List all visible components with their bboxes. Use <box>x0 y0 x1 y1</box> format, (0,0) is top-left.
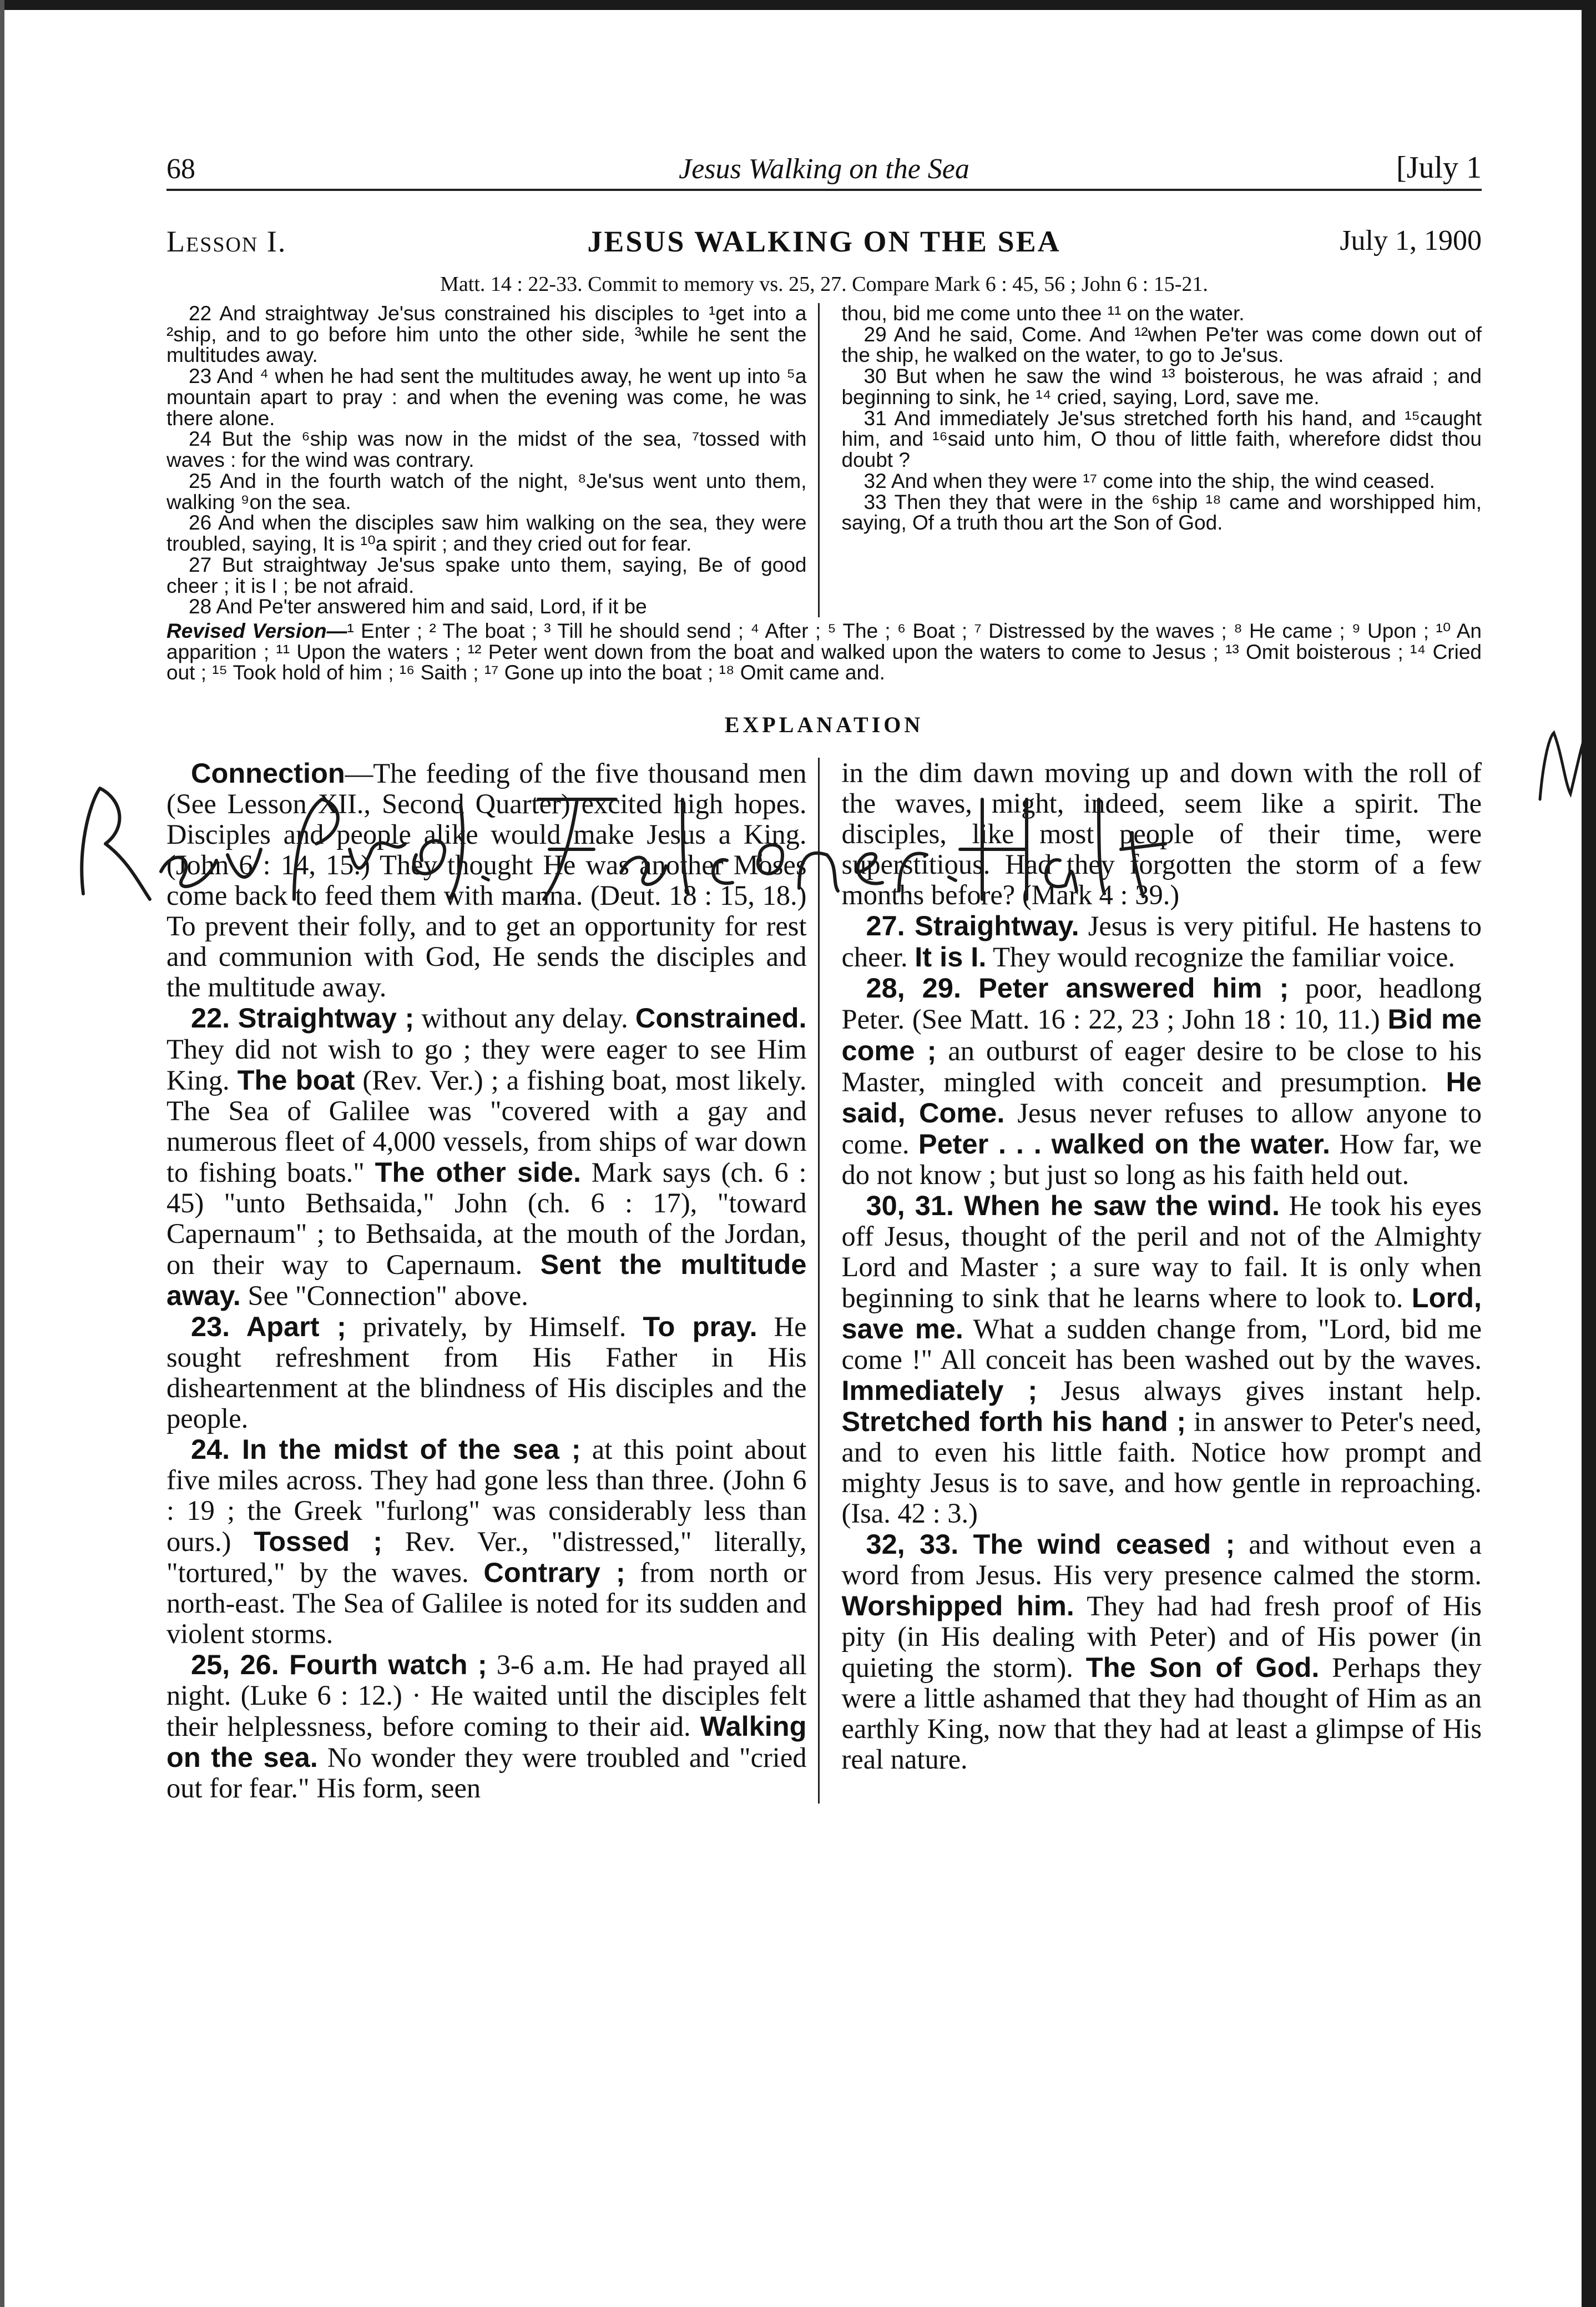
verse: 33 Then they that were in the ⁶ship ¹⁸ came and worshipped him, saying, Of a truth thou art the Son of God. <box>841 490 1482 535</box>
lesson-title: JESUS WALKING ON THE SEA <box>587 225 1061 258</box>
commentary-text: Mark says (ch. 6 : 45) "unto Bethsaida," John (ch. 6 : 17), "toward Capernaum" ; to Bethsaida, at the mouth of the Jordan, on their way to Capernaum. <box>166 1156 807 1280</box>
revised-version-notes <box>166 621 1482 683</box>
commentary-term: Stretched forth his hand ; <box>841 1405 1186 1437</box>
commentary-term: Tossed ; <box>254 1525 383 1557</box>
commentary-text: They had had fresh proof of His pity (in His dealing with Peter) and of His power (in quieting the storm). <box>841 1590 1482 1684</box>
lesson-line <box>166 224 1482 269</box>
verse: 31 And immediately Je'sus stretched forth his hand, and ¹⁵caught him, and ¹⁶said unto him, O thou of little faith, wherefore didst thou doubt ? <box>841 406 1482 472</box>
verse: 23 And ⁴ when he had sent the multitudes away, he went up into ⁵a mountain apart to pray : and when the evening was come, he was there alone. <box>166 365 807 430</box>
running-title: Jesus Walking on the Sea <box>679 153 969 185</box>
commentary-text: Jesus always gives instant help. <box>1037 1374 1482 1406</box>
commentary-paragraph <box>842 910 1482 973</box>
lesson-date: July 1, 1900 <box>1340 225 1482 256</box>
commentary-term: To pray. <box>643 1310 757 1342</box>
commentary-text: from north or north-east. The Sea of Galilee is noted for its sudden and violent storms. <box>166 1557 807 1650</box>
scan-border-right <box>1582 0 1596 2307</box>
commentary-text: and without even a word from Jesus. His very presence calmed the storm. <box>841 1529 1482 1591</box>
commentary-text: in the dim dawn moving up and down with the roll of the waves, might, indeed, seem like a spirit. The disciples, like most people of their time, were superstitious. Had they forgotten the storm of a few months before? (Mark 4 : 39.) <box>841 757 1482 911</box>
revised-version-label: Revised Version— <box>166 619 347 643</box>
commentary-text: in answer to Peter's need, and to even his little faith. Notice how prompt and mighty Jesus is to save, and how gentle in reproaching. (Isa. 42 : 3.) <box>841 1406 1482 1529</box>
commentary-paragraph <box>166 758 807 1003</box>
scan-border-top <box>0 0 1596 10</box>
verse: 28 And Pe'ter answered him and said, Lord, if it be <box>189 595 647 618</box>
commentary-text: —The feeding of the five thousand men (See Lesson XII., Second Quarter) excited high hopes. Disciples and people alike would make Jesus a King. (John 6 : 14, 15.) They thought He was another Moses come back to feed them with manna. (Deut. 18 : 15, 18.) To prevent their folly, and to get an opportunity for rest and communion with God, He sends the disciples and the multitude away. <box>166 758 807 1003</box>
commentary-term: 24. In the midst of the sea ; <box>191 1433 581 1465</box>
commentary-paragraph <box>166 1311 807 1434</box>
commentary-paragraph <box>842 758 1482 910</box>
commentary-text: He sought refreshment from His Father in His disheartenment at the blindness of His disciples and the people. <box>166 1311 807 1434</box>
commentary-text: 3-6 a.m. He had prayed all night. (Luke 6 : 12.) · He waited until the disciples felt their helplessness, before coming to their aid. <box>166 1649 807 1742</box>
commentary-text: without any delay. <box>414 1003 635 1034</box>
commentary-right-column <box>842 758 1482 1804</box>
page <box>166 150 1482 1804</box>
commentary-term: Worshipped him. <box>841 1590 1074 1622</box>
commentary-term: He said, Come. <box>841 1065 1482 1129</box>
commentary-paragraph <box>842 1190 1482 1529</box>
explanation-title: EXPLANATION <box>724 712 924 738</box>
scripture-right-column <box>842 303 1482 617</box>
scan-border-left <box>0 0 4 2307</box>
commentary-term: It is I. <box>915 941 987 973</box>
commentary-term: 25, 26. Fourth watch ; <box>191 1649 487 1681</box>
commentary-term: Peter . . . walked on the water. <box>918 1127 1331 1160</box>
commentary-text: No wonder they were troubled and "cried out for fear." His form, seen <box>166 1742 807 1804</box>
commentary-left-column <box>166 758 820 1804</box>
verse: 29 And he said, Come. And ¹²when Pe'ter was come down out of the ship, he walked on the water, to go to Je'sus. <box>841 323 1482 367</box>
margin-mark <box>1532 722 1593 805</box>
lesson-number: Lesson I. <box>166 225 287 258</box>
commentary-term: Lord, save me. <box>841 1281 1482 1344</box>
commentary-text: privately, by Himself. <box>346 1311 643 1342</box>
explanation-heading <box>166 694 1482 755</box>
commentary-text: How far, we do not know ; but just so long as his faith held out. <box>841 1128 1482 1190</box>
commentary-text: What a sudden change from, "Lord, bid me come !" All conceit has been washed out by the waves. <box>841 1313 1482 1375</box>
commentary-text: (Rev. Ver.) ; a fishing boat, most likely. The Sea of Galilee was "covered with a gay and numerous fleet of 4,000 vessels, from ships of war down to fishing boats." <box>166 1064 807 1188</box>
commentary-text: poor, headlong Peter. (See Matt. 16 : 22, 23 ; John 18 : 10, 11.) <box>841 973 1482 1035</box>
commentary-text: Jesus is very pitiful. He hastens to cheer. <box>841 910 1482 973</box>
commentary-term: The other side. <box>375 1156 582 1188</box>
commentary-term: 30, 31. When he saw the wind. <box>866 1189 1280 1221</box>
scripture-left-column <box>166 303 820 617</box>
commentary-text: an outburst of eager desire to be close to his Master, mingled with conceit and presumption. <box>841 1035 1482 1097</box>
scripture-passage <box>166 303 1482 617</box>
verse: 24 But the ⁶ship was now in the midst of the sea, ⁷tossed with waves : for the wind was contrary. <box>166 427 807 472</box>
commentary-term: Connection <box>191 757 345 789</box>
commentary-text: Rev. Ver., "distressed," literally, "tortured," by the waves. <box>166 1526 807 1589</box>
revised-version-text: ¹ Enter ; ² The boat ; ³ Till he should send ; ⁴ After ; ⁵ The ; ⁶ Boat ; ⁷ Distressed by the waves ; ⁸ He came ; ⁹ Upon ; ¹⁰ An apparition ; ¹¹ Upon the waters ; ¹² Peter went down from the boat and walked upon the waters to come to Jesus ; ¹³ Omit boisterous ; ¹⁴ Cried out ; ¹⁵ Took hold of him ; ¹⁶ Saith ; ¹⁷ Gone up into the boat ; ¹⁸ Omit came and. <box>166 619 1482 684</box>
verse: thou, bid me come unto thee ¹¹ on the water. <box>841 302 1245 325</box>
commentary-term: Bid me come ; <box>841 1003 1482 1066</box>
commentary-term: 22. Straightway ; <box>191 1002 415 1034</box>
commentary-term: The boat <box>237 1064 355 1096</box>
commentary-term: Walking on the sea. <box>166 1710 807 1774</box>
verse: 26 And when the disciples saw him walking on the sea, they were troubled, saying, It is ¹⁰a spirit ; and they cried out for fear. <box>166 511 807 556</box>
commentary-term: Sent the multitude away. <box>166 1248 807 1311</box>
commentary-term: The Son of God. <box>1085 1651 1320 1684</box>
commentary-text: They would recognize the familiar voice. <box>986 941 1455 973</box>
commentary-text: See "Connection" above. <box>240 1280 528 1311</box>
commentary-text: He took his eyes off Jesus, thought of the peril and not of the Almighty Lord and Master ; a sure way to fail. It is only when beginning to sink that he learns where to look to. <box>841 1190 1482 1313</box>
commentary-term: Immediately ; <box>841 1374 1038 1406</box>
commentary-text: They did not wish to go ; they were eager to see Him King. <box>166 1033 807 1096</box>
commentary-text: Perhaps they were a little ashamed that they had thought of Him as an earthly King, now that they had at least a glimpse of His real nature. <box>841 1652 1482 1775</box>
commentary-paragraph <box>842 973 1482 1190</box>
running-date: [July 1 <box>1396 150 1482 185</box>
commentary-paragraph <box>166 1003 807 1311</box>
commentary-term: Constrained. <box>635 1002 807 1034</box>
commentary-term: 27. Straightway. <box>866 910 1079 942</box>
commentary-term: 32, 33. The wind ceased ; <box>866 1528 1235 1560</box>
commentary-paragraph <box>166 1434 807 1649</box>
commentary-text: at this point about five miles across. They had gone less than three. (John 6 : 19 ; the Greek "furlong" was considerably less than ours.) <box>166 1433 807 1557</box>
commentary-paragraph <box>842 1529 1482 1775</box>
commentary-text: Jesus never refuses to allow anyone to come. <box>841 1097 1482 1160</box>
commentary-term: 28, 29. Peter answered him ; <box>866 972 1289 1004</box>
scripture-reference: Matt. 14 : 22-33. Commit to memory vs. 25, 27. Compare Mark 6 : 45, 56 ; John 6 : 15-21. <box>440 273 1208 296</box>
verse: 27 But straightway Je'sus spake unto them, saying, Be of good cheer ; it is I ; be not afraid. <box>166 553 807 597</box>
commentary-term: Contrary ; <box>483 1557 625 1589</box>
verse: 22 And straightway Je'sus constrained his disciples to ¹get into a ²ship, and to go before him unto the other side, ³while he sent the multitudes away. <box>166 302 807 367</box>
page-number: 68 <box>166 153 195 185</box>
commentary-paragraph <box>166 1649 807 1804</box>
verse: 32 And when they were ¹⁷ come into the ship, the wind ceased. <box>863 469 1435 492</box>
running-head <box>166 150 1482 191</box>
commentary-term: 23. Apart ; <box>191 1310 346 1342</box>
commentary <box>166 758 1482 1804</box>
verse: 30 But when he saw the wind ¹³ boisterous, he was afraid ; and beginning to sink, he ¹⁴ cried, saying, Lord, save me. <box>841 365 1482 409</box>
verse: 25 And in the fourth watch of the night, ⁸Je'sus went unto them, walking ⁹on the sea. <box>166 469 807 513</box>
